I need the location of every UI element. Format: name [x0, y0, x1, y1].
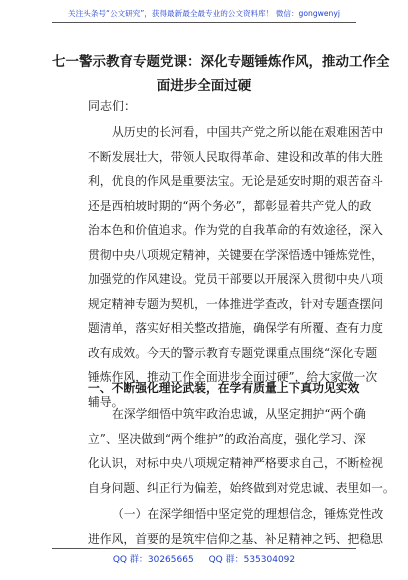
section-heading-1: 一、不断强化理论武装，在学有质量上下真功见实效 — [88, 381, 360, 395]
footer-qq-group-1: QQ 群：30265665 — [112, 555, 194, 565]
title-line-2: 面进步全面过硬 — [156, 78, 252, 94]
paragraph-2 — [88, 402, 395, 500]
paragraph-line: 在深学细悟中筑牢政治忠诚，从坚定拥护“两个确 — [112, 407, 366, 421]
paragraph-line: 辅导。 — [88, 394, 124, 409]
page-header: 关注头条号“公文研究”，获得最新最全最专业的公文资料库！ 微信：gongwenyj — [52, 8, 356, 23]
paragraph-line: 利，优良的作风是重要法宝。无论是延安时期的艰苦奋斗 — [88, 174, 383, 188]
paragraph-line: 从历史的长河看，中国共产党之所以能在艰难困苦中 — [112, 125, 384, 139]
paragraph-3 — [88, 502, 384, 551]
salutation: 同志们： — [88, 99, 137, 113]
footer-divider — [52, 548, 356, 549]
paragraph-line: 化认识，对标中央八项规定精神严格要求自己，不断检视 — [88, 456, 383, 470]
paragraph-line: 贯彻中央八项规定精神，关键要在学深悟透中锤炼党性， — [88, 247, 383, 262]
paragraph-line: 锤炼作风，推动工作全面进步全面过硬”，给大家做一次 — [88, 370, 378, 384]
paragraph-line: 改有成效。今天的警示教育专题党课重点围绕“深化专题 — [88, 345, 378, 360]
paragraph-line: （一）在深学细悟中坚定党的理想信念，锤炼党性改 — [112, 507, 384, 521]
title-line-1: 七一警示教育专题党课：深化专题锤炼作风，推动工作全 — [52, 54, 390, 70]
paragraph-line: 规定精神专题为契机，一体推进学查改，针对专题查摆问 — [88, 296, 383, 311]
paragraph-line: 不断发展壮大，带领人民取得革命、建设和改革的伟大胜 — [88, 149, 383, 164]
paragraph-line: 加强党的作风建设。党员干部要以开展深入贯彻中央八项 — [88, 272, 383, 286]
document-title — [52, 50, 390, 98]
footer-qq-group-2: QQ 群：535304092 — [208, 555, 296, 565]
paragraph-line: 立”、坚决做到“两个维护”的政治高度，强化学习、深 — [88, 431, 366, 446]
paragraph-line: 自身问题、纠正行为偏差，始终做到对党忠诚、表里如一。 — [88, 480, 395, 495]
paragraph-line: 治本色和价值追求。作为党的自我革命的有效途径，深入 — [88, 223, 383, 237]
paragraph-line: 进作风，首要的是筑牢信仰之基、补足精神之钙、把稳思 — [88, 531, 383, 546]
paragraph-line: 题清单，落实好相关整改措施，确保学有所覆、查有力度 — [88, 321, 383, 335]
page-footer — [0, 552, 408, 565]
paragraph-line: 还是西柏坡时期的“两个务必”，都彰显着共产党人的政 — [88, 198, 372, 213]
